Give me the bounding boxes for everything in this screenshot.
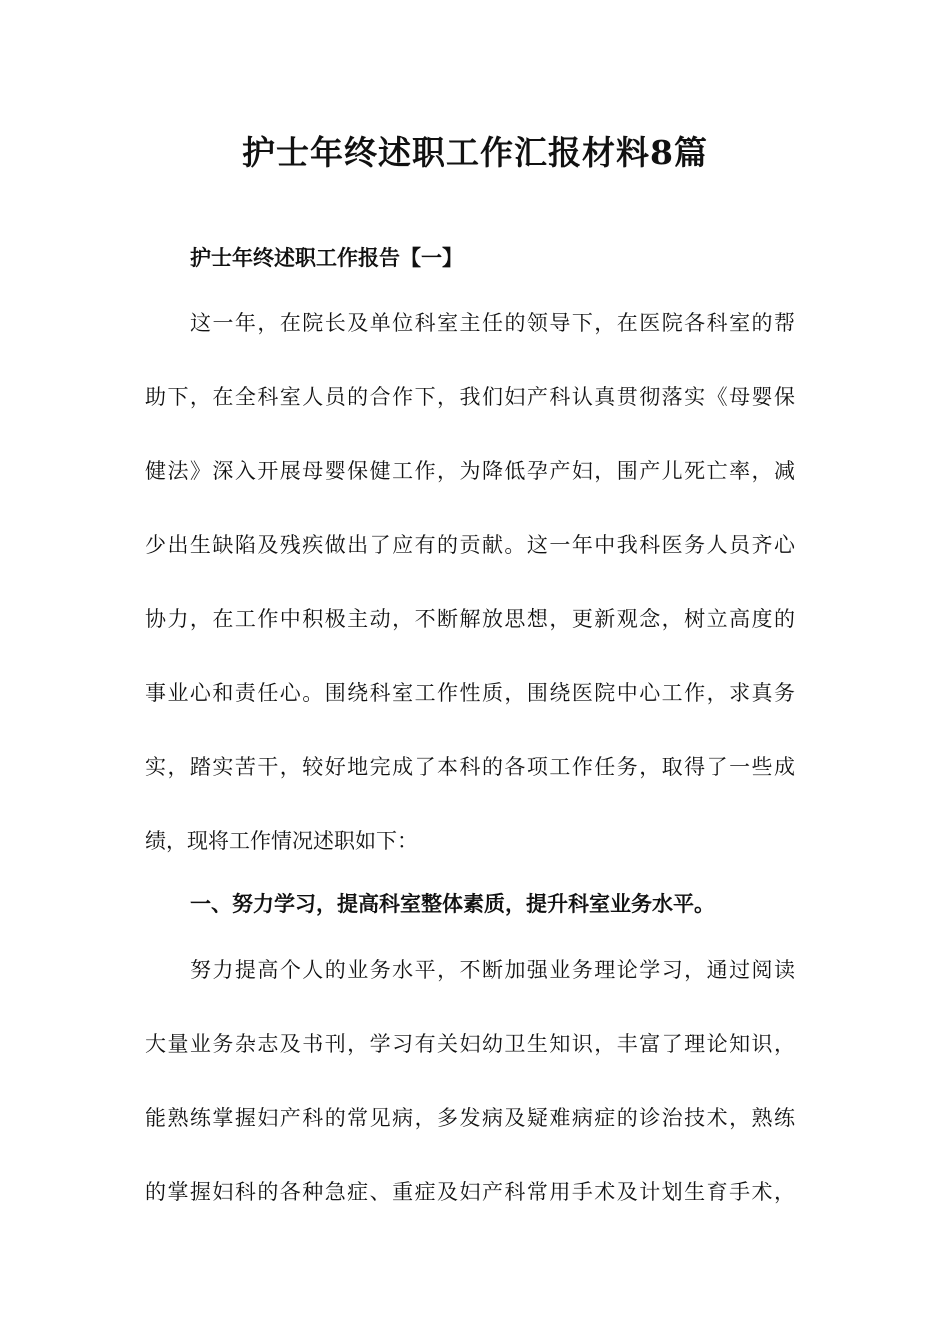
paragraph-line: 协力，在工作中积极主动，不断解放思想，更新观念，树立高度的: [145, 607, 795, 631]
paragraph-line: 的掌握妇科的各种急症、重症及妇产科常用手术及计划生育手术，: [145, 1180, 795, 1204]
paragraph-line: 少出生缺陷及残疾做出了应有的贡献。这一年中我科医务人员齐心: [145, 533, 795, 557]
paragraph-line: 健法》深入开展母婴保健工作，为降低孕产妇，围产儿死亡率，减: [145, 459, 795, 483]
paragraph-line: 绩，现将工作情况述职如下：: [145, 829, 418, 853]
paragraph-line: 这一年，在院长及单位科室主任的领导下，在医院各科室的帮: [190, 311, 795, 335]
paragraph-line: 助下，在全科室人员的合作下，我们妇产科认真贯彻落实《母婴保: [145, 385, 795, 409]
paragraph-line: 能熟练掌握妇产科的常见病，多发病及疑难病症的诊治技术，熟练: [145, 1106, 795, 1130]
paragraph-line: 努力提高个人的业务水平，不断加强业务理论学习，通过阅读: [190, 958, 795, 982]
document-title: 护士年终述职工作汇报材料8篇: [242, 133, 708, 172]
section-heading: 护士年终述职工作报告【一】: [190, 245, 463, 270]
paragraph-line: 大量业务杂志及书刊，学习有关妇幼卫生知识，丰富了理论知识，: [145, 1032, 795, 1056]
subheading: 一、努力学习，提高科室整体素质，提升科室业务水平。: [190, 891, 715, 916]
paragraph-line: 实，踏实苦干，较好地完成了本科的各项工作任务，取得了一些成: [145, 755, 795, 779]
paragraph-line: 事业心和责任心。围绕科室工作性质，围绕医院中心工作，求真务: [145, 681, 795, 705]
